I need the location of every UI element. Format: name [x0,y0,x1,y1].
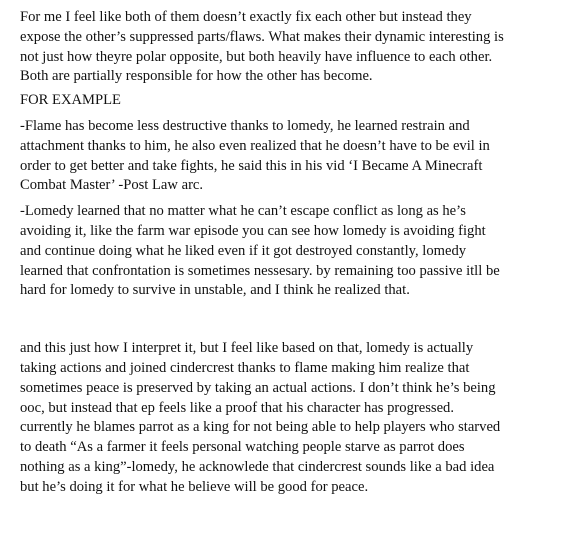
paragraph-intro: For me I feel like both of them doesn’t exactly fix each other but instead they expose the other’s suppressed parts/flaws. What makes their dynamic interesting is not just how theyre polar opposite, but both heavily have influence to each other. Both are partially responsible for how the other has become. [20,9,504,85]
paragraph-heading-for-example: FOR EXAMPLE [20,92,121,109]
paragraph-flame: -Flame has become less destructive thanks to lomedy, he learned restrain and attachment thanks to him, he also even realized that he doesn’t have to be evil in order to get better and take fights, he said this in his vid ‘I Became A Minecraft Combat Master’ -Post Law arc. [20,117,490,194]
document-body [20,8,565,498]
paragraph-lomedy: -Lomedy learned that no matter what he can’t escape conflict as long as he’s avoiding it, like the farm war episode you can see how lomedy is avoiding fight and continue doing what he liked even if it got destroyed constantly, lomedy learned that confrontation is sometimes nessesary. by remaining too passive itll be hard for lomedy to survive in unstable, and I think he realized that. [20,203,500,299]
paragraph-interpretation: and this just how I interpret it, but I feel like based on that, lomedy is actually taking actions and joined cindercrest thanks to flame making him realize that sometimes peace is preserved by taking an actual actions. I don’t think he’s being ooc, but instead that ep feels like a proof that his character has progressed. currently he blames parrot as a king for not being able to help players who starved to death “As a farmer it feels personal watching people starve as parrot does nothing as a king”-lomedy, he acknowlede that cindercrest sounds like a bad idea but he’s doing it for what he believe will be good for peace. [20,340,501,495]
